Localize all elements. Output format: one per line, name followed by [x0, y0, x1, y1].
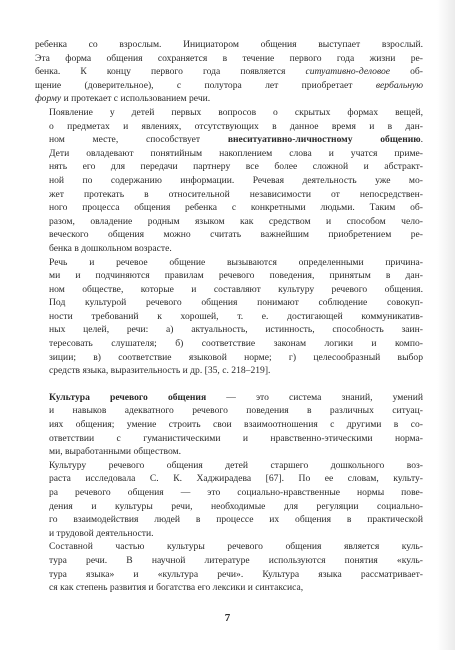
- text-line: Культуру речевого общения детей старшего дошкольного воз-: [49, 459, 423, 471]
- text-line: разом, овладение родным языком как средством и способом чело-: [49, 215, 423, 227]
- text-line: ной по содержанию информации. Речевая деятельность уже мо-: [49, 174, 423, 186]
- paragraph: [35, 256, 423, 378]
- text-line: щение (доверительное), с полутора лет приобретает вербальную: [35, 79, 423, 91]
- text-line: ного процесса общения ребенка с конкретными людьми. Таким об-: [49, 202, 423, 214]
- text-line: ми и подчиняются правилам речевого поведения, принятым в дан-: [49, 270, 423, 282]
- text-line: раста исследовала С. К. Хаджирадева [67]. По ее словам, культу-: [49, 473, 423, 485]
- text-line: иях общения; умение строить свои взаимоотношения с другими в со-: [49, 419, 423, 431]
- text-line: зиции; в) соответствие языковой норме; г) целесообразный выбор: [49, 351, 423, 363]
- text-line: ном обществе, которые и составляют культуру речевого общения.: [49, 283, 423, 295]
- text-line: дения и культуры речи, необходимые для регуляции социально-: [49, 500, 423, 512]
- text-line: о предметах и явлениях, отсутствующих в данное время и в дан-: [49, 120, 423, 132]
- paragraph: [35, 459, 423, 541]
- text-line: бенка. К концу первого года появляется ситуативно-деловое об-: [35, 66, 423, 78]
- text-line: ных целей, речи: а) актуальность, истинность, способность заин-: [49, 324, 423, 336]
- text-line: ответствии с гуманистическими и нравственно-этическими норма-: [49, 432, 423, 444]
- text-line: ном месте, способствует внеситуативно-личностному общению.: [49, 134, 423, 146]
- text-line: Эта форма общения сохраняется в течение первого года жизни ре-: [35, 52, 423, 64]
- text-line: нять его для передачи партнеру все более сложной и абстракт-: [49, 161, 423, 173]
- text-line: бенка в дошкольном возрасте.: [49, 242, 172, 254]
- paragraph: [35, 106, 423, 256]
- text-line: Речь и речевое общение вызываются определенными причина-: [49, 256, 423, 268]
- text-line: ности требований к хорошей, т. е. достигающей коммуникатив-: [49, 310, 423, 322]
- text-line: веческого общения можно считать важнейшим приобретением ре-: [49, 229, 423, 241]
- text-line: форму и протекает с использованием речи.: [35, 93, 211, 105]
- text-line: го взаимодействия людей в процессе их общения в практической: [49, 514, 423, 526]
- text-line: Культура речевого общения — это система знаний, умений: [49, 391, 423, 403]
- text-line: и навыков адекватного речевого поведения в различных ситуац-: [49, 405, 423, 417]
- text-line: Появление у детей первых вопросов о скрытых формах вещей,: [49, 106, 423, 118]
- text-line: ра речевого общения — это социально-нравственные нормы пове-: [49, 487, 423, 498]
- text-line: и трудовой деятельности.: [49, 527, 154, 539]
- text-line: жет протекать в относительной независимости от непосредствен-: [49, 188, 423, 200]
- text-line: тура речи. В научной литературе используются понятия «куль-: [49, 554, 423, 566]
- paragraph: [35, 38, 423, 106]
- text-line: Дети овладевают понятийным накоплением слова и учатся приме-: [49, 147, 423, 159]
- paragraph: [35, 540, 423, 594]
- paragraph: [35, 391, 423, 459]
- text-line: Составной частью культуры речевого общения является куль-: [49, 541, 423, 553]
- text-line: ребенка со взрослым. Инициатором общения выступает взрослый.: [35, 39, 423, 50]
- text-line: ся как степень развития и богатства его лексики и синтаксиса,: [49, 582, 304, 594]
- text-line: Под культурой речевого общения понимают соблюдение совокуп-: [49, 297, 423, 309]
- page-number: 7: [224, 612, 231, 624]
- body-text: [35, 38, 423, 595]
- text-line: средств языка, выразительность и др. [35, с. 218–219].: [49, 365, 271, 377]
- page-edge-shadow: [437, 0, 455, 650]
- text-line: тура языка» и «культура речи». Культура языка рассматривает-: [49, 568, 423, 580]
- text-line: тересовать слушателя; б) соответствие законам логики и компо-: [49, 338, 423, 350]
- text-line: ми, выработанными обществом.: [49, 446, 182, 458]
